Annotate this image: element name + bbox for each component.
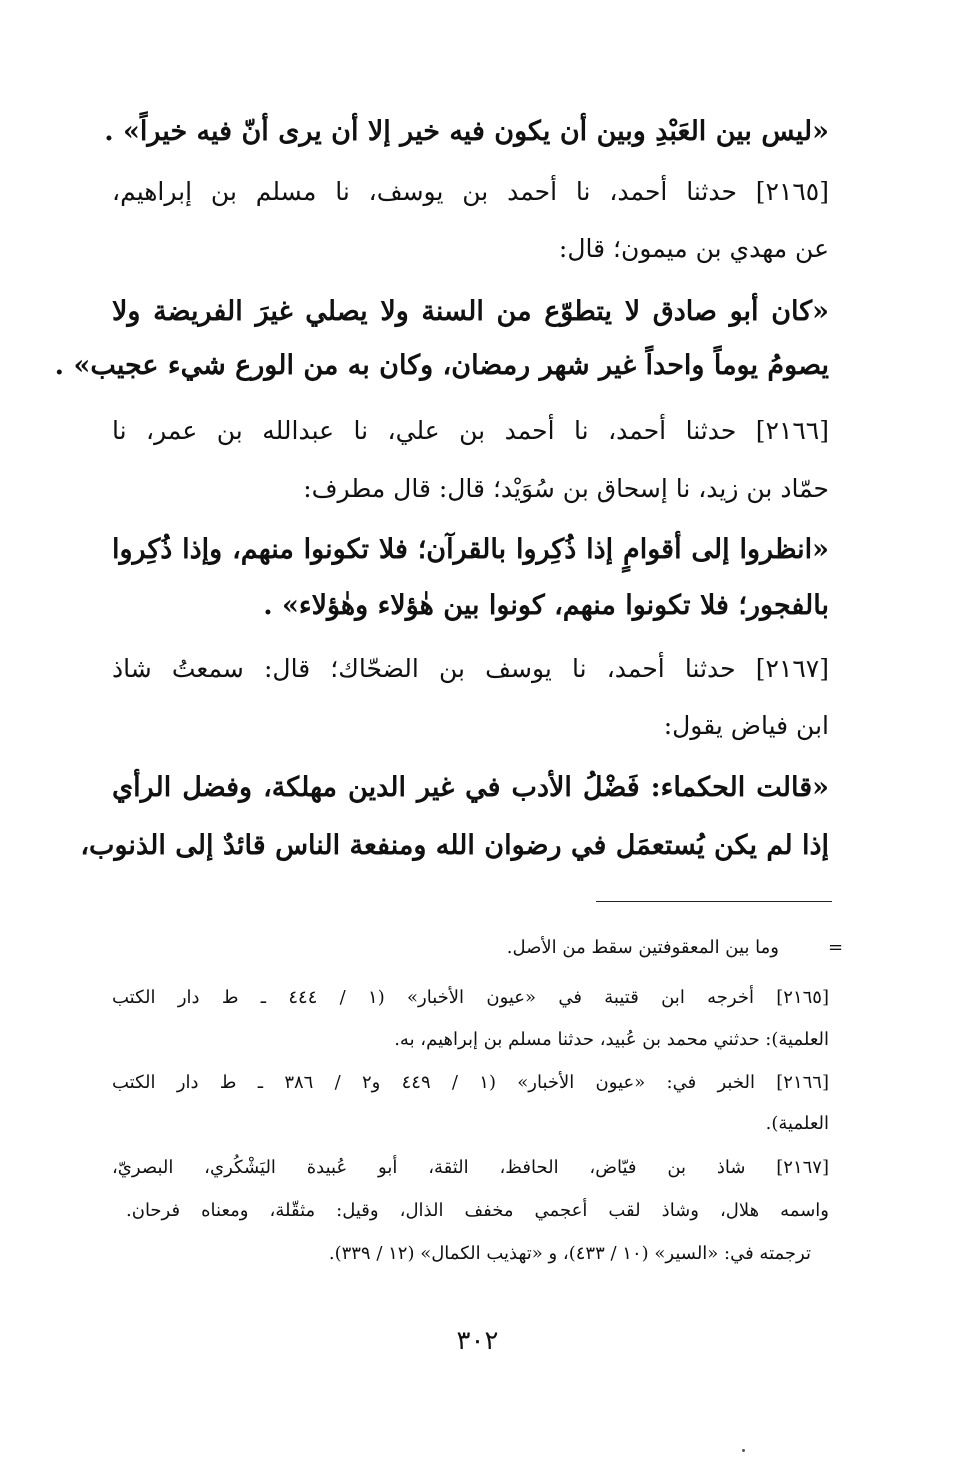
- quote-line: «انظروا إلى أقوامٍ إذا ذُكِروا بالقرآن؛ فلا تكونوا منهم، وإذا ذُكِروا: [112, 534, 829, 565]
- hadith-chain-line: ابن فياض يقول:: [663, 711, 829, 740]
- footnote-line: ترجمته في: «السير» (١٠ / ٤٣٣)، و «تهذيب الكمال» (١٢ / ٣٣٩).: [328, 1243, 811, 1264]
- hadith-chain-line: عن مهدي بن ميمون؛ قال:: [558, 234, 829, 263]
- hadith-chain-line: [٢١٦٧] حدثنا أحمد، نا يوسف بن الضحّاك؛ قال: سمعتُ شاذ: [112, 654, 829, 683]
- footnote-line: [٢١٦٦] الخبر في: «عيون الأخبار» (١ / ٤٤٩ و٢ / ٣٨٦ ـ ط دار الكتب: [112, 1072, 829, 1093]
- page-number: ٣٠٢: [456, 1326, 499, 1356]
- footnote-line: [٢١٦٧] شاذ بن فيّاض، الحافظ، الثقة، أبو عُبيدة اليَشْكُري، البصريّ،: [112, 1157, 829, 1178]
- quote-line: «ليس بين العَبْدِ وبين أن يكون فيه خير إلا أن يرى أنّ فيه خيراً» .: [104, 116, 829, 147]
- hadith-chain-line: [٢١٦٦] حدثنا أحمد، نا أحمد بن علي، نا عبدالله بن عمر، نا: [112, 416, 829, 445]
- footnote-line: العلمية): حدثني محمد بن عُبيد، حدثنا مسلم بن إبراهيم، به.: [394, 1029, 829, 1050]
- footnote-line: وما بين المعقوفتين سقط من الأصل.: [506, 937, 779, 958]
- scan-speck: [742, 1449, 745, 1452]
- footnote-line: واسمه هلال، وشاذ لقب أعجمي مخفف الذال، وقيل: مثقّلة، ومعناه فرحان.: [126, 1200, 829, 1221]
- quote-line: «قالت الحكماء: فَضْلُ الأدب في غير الدين مهلكة، وفضل الرأي: [112, 772, 829, 803]
- footnote-line: العلمية).: [765, 1113, 829, 1134]
- quote-line: «كان أبو صادق لا يتطوّع من السنة ولا يصلي غيرَ الفريضة ولا: [112, 296, 829, 327]
- footnote-line: [٢١٦٥] أخرجه ابن قتيبة في «عيون الأخبار» (١ / ٤٤٤ ـ ط دار الكتب: [112, 987, 829, 1008]
- hadith-chain-line: [٢١٦٥] حدثنا أحمد، نا أحمد بن يوسف، نا مسلم بن إبراهيم،: [112, 177, 829, 206]
- footnote-separator: [596, 901, 832, 902]
- continuation-mark: =: [828, 937, 844, 958]
- quote-line: بالفجور؛ فلا تكونوا منهم، كونوا بين هٰؤلاء وهٰؤلاء» .: [263, 590, 829, 621]
- quote-line: إذا لم يكن يُستعمَل في رضوان الله ومنفعة الناس قائدٌ إلى الذنوب،: [80, 830, 829, 861]
- hadith-chain-line: حمّاد بن زيد، نا إسحاق بن سُوَيْد؛ قال: قال مطرف:: [303, 474, 829, 503]
- quote-line: يصومُ يوماً واحداً غير شهر رمضان، وكان به من الورع شيء عجيب» .: [54, 350, 829, 381]
